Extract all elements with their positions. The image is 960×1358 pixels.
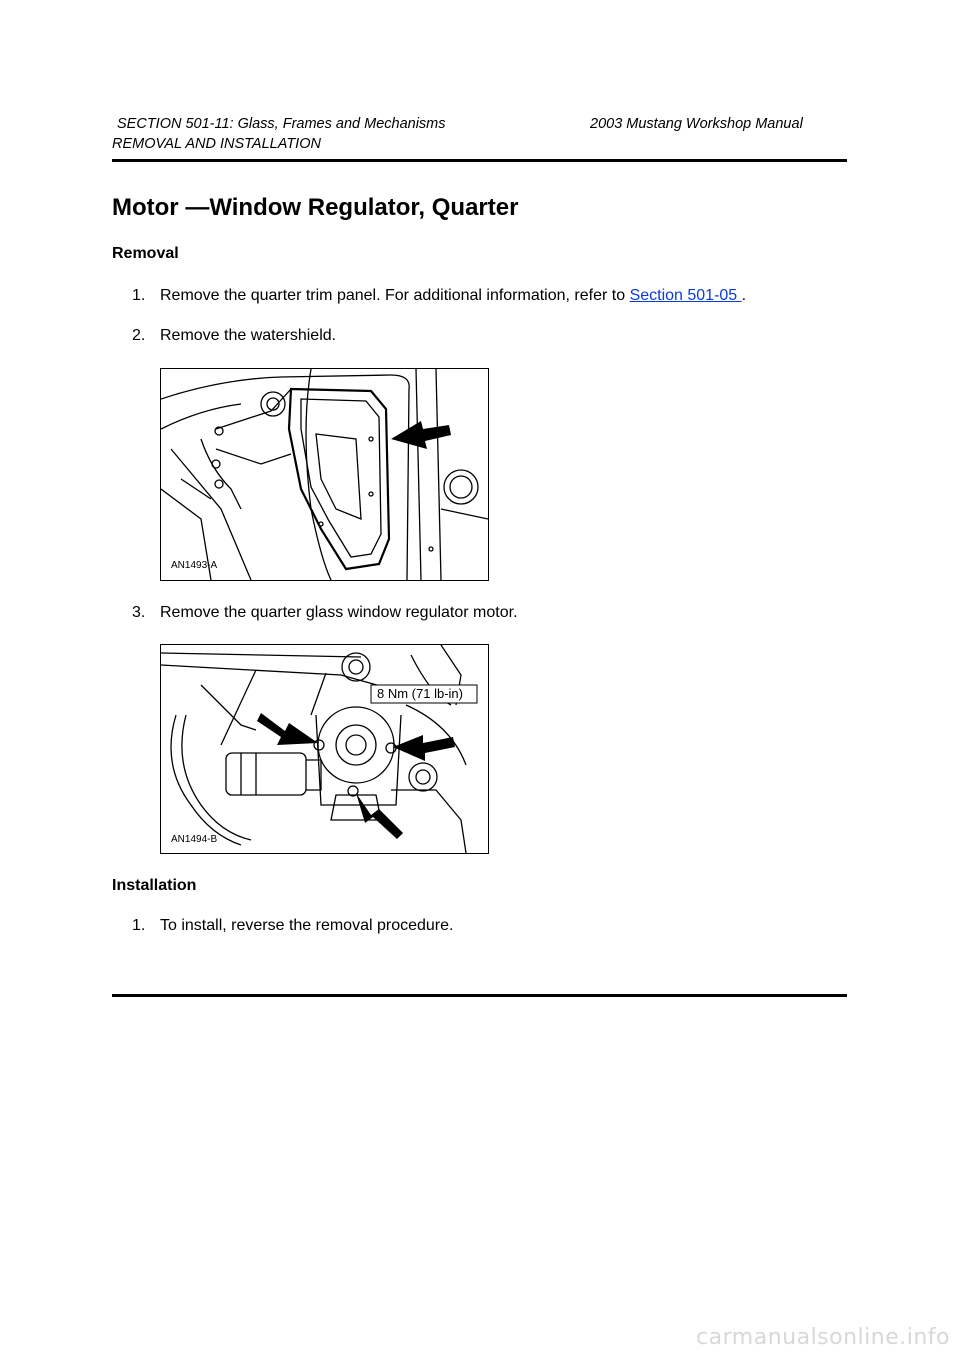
header-manual-title: 2003 Mustang Workshop Manual: [590, 116, 803, 132]
installation-step-1: [132, 917, 453, 935]
step-text: Remove the quarter trim panel. For additional information, refer to: [160, 287, 630, 304]
removal-step-1: [132, 287, 746, 305]
removal-step-3: [132, 604, 518, 622]
step-text-end: .: [741, 287, 747, 304]
footer-rule: [112, 994, 847, 997]
figure-label: AN1494-B: [171, 834, 218, 845]
installation-heading: Installation: [112, 877, 197, 894]
regulator-motor-figure: [160, 644, 489, 854]
torque-callout: 8 Nm (71 lb-in): [377, 686, 463, 701]
header-section: SECTION 501-11: Glass, Frames and Mechanisms: [117, 116, 446, 132]
removal-step-2: [132, 327, 336, 345]
figure-label: AN1493-A: [171, 560, 218, 571]
section-501-05-link[interactable]: Section 501-05: [629, 287, 742, 304]
header-rule: [112, 159, 847, 162]
watermark: carmanualsonline.info: [696, 1325, 950, 1350]
step-text: To install, reverse the removal procedure.: [160, 917, 454, 934]
watershield-illustration: [161, 369, 488, 580]
removal-heading: Removal: [112, 245, 179, 262]
step-text: Remove the quarter glass window regulator motor.: [160, 604, 518, 621]
page-title: Motor —Window Regulator, Quarter: [112, 194, 519, 221]
step-number: 1.: [132, 287, 146, 304]
watershield-figure: [160, 368, 489, 581]
step-number: 1.: [132, 917, 146, 934]
header-subsection: REMOVAL AND INSTALLATION: [112, 136, 321, 152]
regulator-motor-illustration: [161, 645, 488, 853]
step-text: Remove the watershield.: [160, 327, 337, 344]
step-number: 2.: [132, 327, 146, 344]
step-number: 3.: [132, 604, 146, 621]
